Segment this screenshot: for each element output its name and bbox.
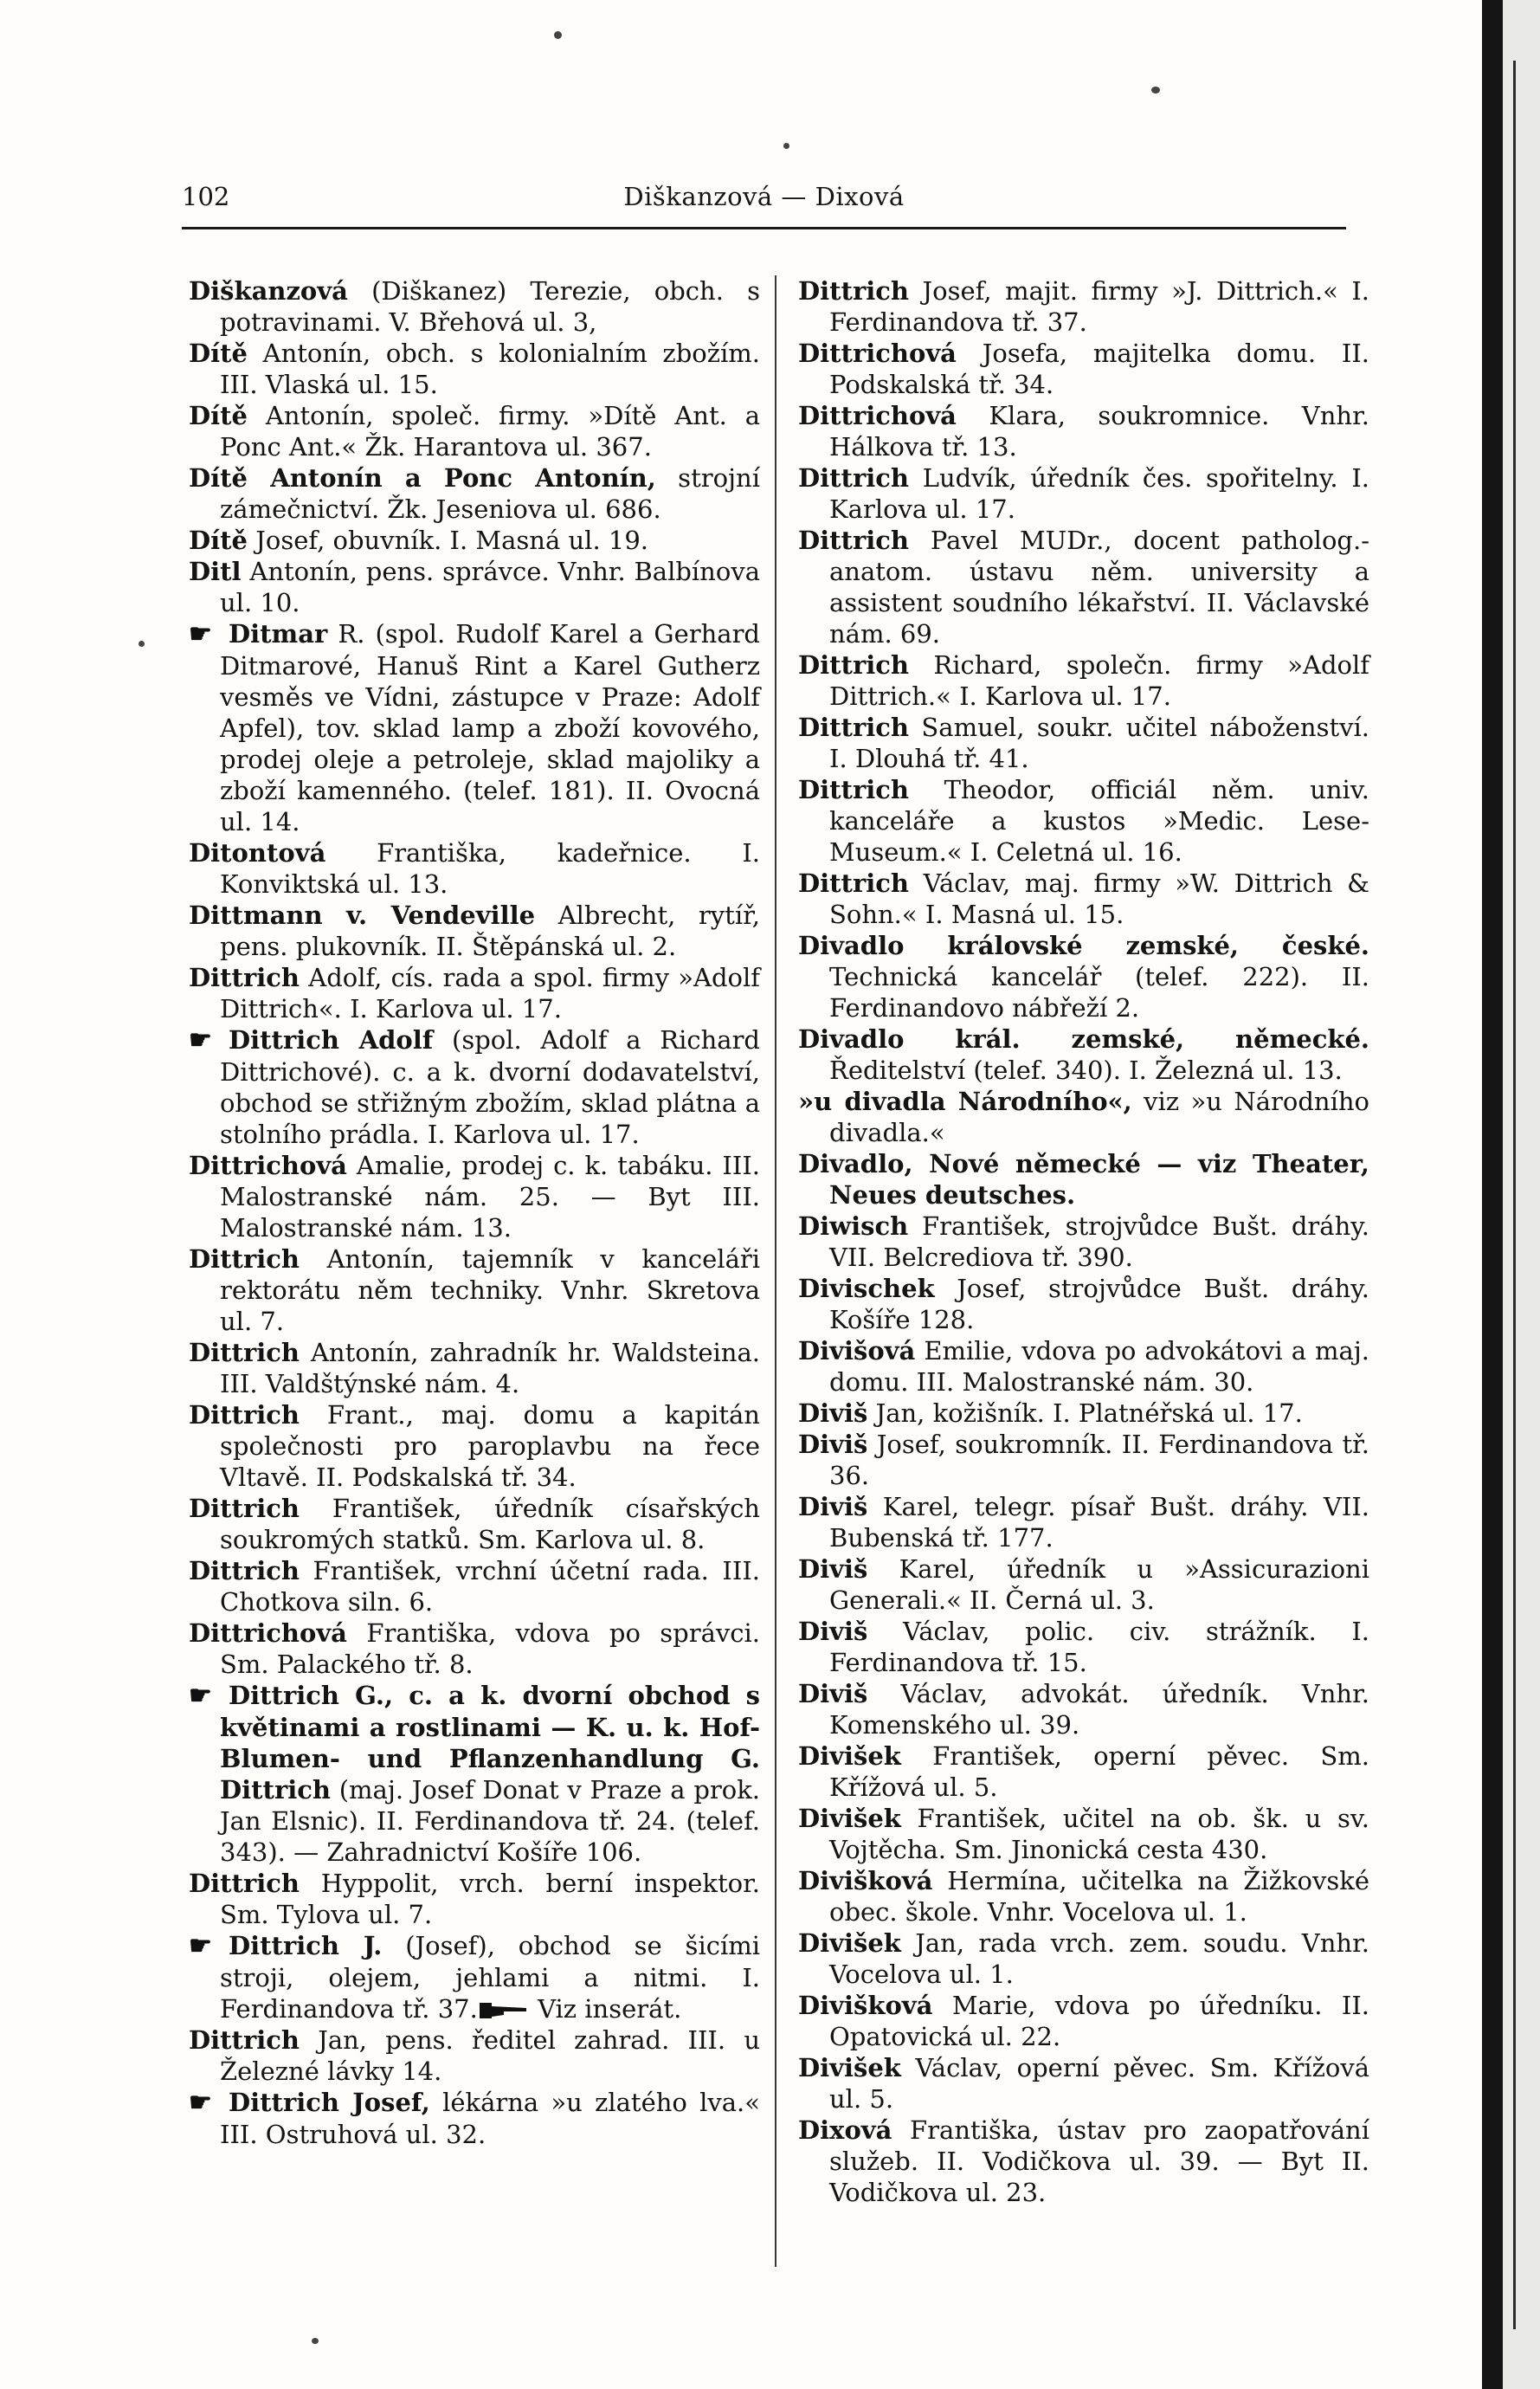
directory-entry — [189, 1617, 760, 1680]
header-rule — [182, 227, 1346, 229]
entry-name: Diwisch — [798, 1211, 909, 1241]
entry-name: Dittrich — [189, 2025, 300, 2055]
directory-entry — [798, 1491, 1369, 1553]
directory-entry — [798, 525, 1369, 649]
directory-entry — [189, 962, 760, 1024]
entry-name: Divadlo král. zemské, německé. — [798, 1024, 1369, 1054]
directory-entry — [189, 462, 760, 525]
running-title: Diškanzová — Dixová — [623, 182, 905, 211]
entry-details: Samuel, soukr. učitel náboženství. I. Dlouhá tř. 41. — [829, 713, 1369, 773]
directory-entry — [798, 1616, 1369, 1678]
entry-details: Václav, polic. civ. strážník. I. Ferdinandova tř. 15. — [829, 1617, 1369, 1677]
entry-name: Diviš — [798, 1492, 868, 1521]
entry-name: Dittrich — [189, 1400, 300, 1430]
directory-entry — [798, 1148, 1369, 1211]
entry-details: Richard, společn. firmy »Adolf Dittrich.« I. Karlova ul. 17. — [829, 650, 1369, 711]
entry-details: František, úředník císařských soukromých statků. Sm. Karlova ul. 8. — [220, 1494, 760, 1554]
entry-details: lékárna »u zlatého lva.« III. Ostruhová ul. 32. — [220, 2088, 760, 2149]
entry-name: Divišková — [798, 1866, 933, 1895]
directory-entry — [798, 2115, 1369, 2208]
entry-name: Dittrichová — [798, 401, 957, 430]
entry-details: Františka, ústav pro zaopatřování služeb. II. Vodičkova ul. 39. — Byt II. Vodičkova ul. 23. — [829, 2115, 1369, 2207]
directory-entry — [189, 837, 760, 900]
entry-name: Dittrich — [798, 713, 909, 742]
entry-name: Dittrich — [189, 1494, 300, 1523]
directory-entry — [798, 1678, 1369, 1740]
entry-details: Václav, operní pěvec. Sm. Křížová ul. 5. — [829, 2053, 1369, 2114]
print-speck — [554, 31, 562, 39]
entry-details: Klara, soukromnice. Vnhr. Hálkova tř. 13. — [829, 401, 1369, 462]
directory-entry — [798, 712, 1369, 774]
entry-name: Dittrichová — [189, 1618, 347, 1648]
entry-details: Emilie, vdova po advokátovi a maj. domu. III. Malostranské nám. 30. — [829, 1336, 1369, 1397]
entry-name: Divišek — [798, 1804, 901, 1833]
directory-entry — [798, 1398, 1369, 1429]
directory-entry — [798, 275, 1369, 338]
entry-name: Dittrich — [798, 868, 909, 898]
entry-name: Ditontová — [189, 838, 326, 868]
entry-name: Divadlo, Nové německé — viz Theater, Neues deutsches. — [798, 1149, 1369, 1210]
directory-entry — [798, 868, 1369, 930]
entry-details: Amalie, prodej c. k. tabáku. III. Malostranské nám. 25. — Byt III. Malostranské nám. 13. — [220, 1151, 760, 1243]
entry-details: Jan, kožišník. I. Platnéřská ul. 17. — [867, 1398, 1303, 1428]
entry-name: Diškanzová — [189, 276, 348, 306]
directory-entry — [798, 462, 1369, 525]
next-page-edge — [1503, 0, 1540, 2389]
entry-details: Josefa, majitelka domu. II. Podskalská tř. 34. — [829, 339, 1369, 399]
entry-details: Antonín, pens. správce. Vnhr. Balbínova ul. 10. — [220, 557, 760, 617]
entry-details: Theodor, officiál něm. univ. kanceláře a kustos »Medic. Lese-Museum.« I. Celetná ul. 16. — [829, 775, 1369, 867]
directory-entry — [798, 1865, 1369, 1927]
directory-entry — [798, 1429, 1369, 1491]
entry-details: R. (spol. Rudolf Karel a Gerhard Ditmarové, Hanuš Rint a Karel Gutherz vesměs ve Vídni, zástupce v Praze: Adolf Apfel), tov. sklad lamp a zboží kovového, prodej oleje a petroleje, sklad majoliky a zboží kamenného. (telef. 181). II. Ovocná ul. 14. — [220, 619, 760, 836]
entry-details: Josef, obuvník. I. Masná ul. 19. — [248, 526, 648, 555]
directory-entry — [189, 1399, 760, 1493]
entry-details: František, učitel na ob. šk. u sv. Vojtěcha. Sm. Jinonická cesta 430. — [829, 1804, 1369, 1864]
entry-name: Divišek — [798, 2053, 901, 2082]
print-speck — [1151, 87, 1160, 94]
directory-entry — [798, 1023, 1369, 1086]
entry-name: Dittrich — [189, 1869, 300, 1898]
entry-name: Divischek — [798, 1274, 935, 1303]
directory-entry — [189, 1337, 760, 1399]
entry-details: Hermína, učitelka na Žižkovské obec. škole. Vnhr. Vocelova ul. 1. — [829, 1866, 1369, 1927]
entry-details: Františka, kadeřnice. I. Konviktská ul. 13. — [220, 838, 760, 899]
entry-name: Dittrich — [189, 1338, 300, 1367]
entry-details: Antonín, obch. s kolonialním zbožím. III. Vlaská ul. 15. — [220, 339, 760, 399]
entry-name: Diviš — [798, 1554, 868, 1584]
entry-details: Jan, rada vrch. zem. soudu. Vnhr. Vocelova ul. 1. — [829, 1928, 1369, 1989]
pointing-finger-icon — [478, 1994, 530, 2024]
entry-name: Dittmann v. Vendeville — [189, 901, 536, 930]
entry-name: Dítě — [189, 526, 248, 555]
entry-details: Josef, majit. firmy »J. Dittrich.« I. Ferdinandova tř. 37. — [829, 276, 1369, 337]
entry-details: Františka, vdova po správci. Sm. Palackého tř. 8. — [220, 1618, 760, 1679]
entry-details: Václav, maj. firmy »W. Dittrich & Sohn.« I. Masná ul. 15. — [829, 868, 1369, 929]
entry-details: (Josef), obchod se šicími stroji, olejem, jehlami a nitmi. I. Ferdinandova tř. 37. — [220, 1931, 761, 2024]
entry-name: Dittrichová — [798, 339, 957, 368]
directory-entry — [798, 400, 1369, 462]
directory-entry — [798, 1211, 1369, 1273]
directory-entry — [189, 1150, 760, 1243]
directory-entry — [189, 1493, 760, 1555]
print-speck — [783, 143, 789, 149]
hand-pointing-icon: ☛ — [189, 2088, 212, 2118]
directory-entry — [189, 2087, 760, 2150]
entry-details: Antonín, zahradník hr. Waldsteina. III. Valdštýnské nám. 4. — [220, 1338, 760, 1398]
entry-details: Josef, strojvůdce Bušt. dráhy. Košíře 128. — [829, 1274, 1369, 1334]
entry-name: Dittrich — [798, 276, 909, 306]
hand-pointing-icon: ☛ — [189, 1931, 212, 1961]
entry-name: Diviš — [798, 1617, 868, 1646]
entry-details: Jan, pens. ředitel zahrad. III. u Železné lávky 14. — [220, 2025, 760, 2086]
directory-entry — [189, 525, 760, 556]
entry-name: Dittrich Josef, — [229, 2088, 430, 2117]
directory-entry — [798, 1927, 1369, 1990]
entry-name: Dittrich — [189, 1556, 300, 1585]
entry-details: Technická kancelář (telef. 222). II. Ferdinandovo nábřeží 2. — [829, 962, 1369, 1023]
entry-details: (spol. Adolf a Richard Dittrichové). c. a k. dvorní dodavatelství, obchod se střižným zbožím, sklad plátna a stolního prádla. I. Karlova ul. 17. — [220, 1025, 760, 1149]
print-speck — [139, 641, 145, 647]
entry-name: Dítě — [189, 401, 248, 430]
directory-entry — [798, 1273, 1369, 1335]
directory-entry — [189, 1680, 760, 1868]
entry-details: Antonín, tajemník v kanceláři rektorátu něm techniky. Vnhr. Skretova ul. 7. — [220, 1244, 760, 1336]
entry-name: Dittrichová — [189, 1151, 347, 1180]
entry-details: Karel, telegr. písař Bušt. dráhy. VII. Bubenská tř. 177. — [829, 1492, 1369, 1553]
directory-entry — [189, 338, 760, 400]
directory-entry — [798, 1990, 1369, 2052]
hand-pointing-icon: ☛ — [189, 1681, 212, 1711]
entry-name: Diviš — [798, 1679, 868, 1708]
entry-name: Ditl — [189, 557, 242, 586]
entry-details: Václav, advokát. úředník. Vnhr. Komenského ul. 39. — [829, 1679, 1369, 1740]
entry-details: Albrecht, rytíř, pens. plukovník. II. Štěpánská ul. 2. — [220, 901, 761, 961]
entry-details: Hyppolit, vrch. berní inspektor. Sm. Tylova ul. 7. — [220, 1869, 760, 1929]
entry-name: Divišek — [798, 1928, 901, 1958]
directory-entry — [189, 1930, 760, 2024]
directory-entry — [798, 930, 1369, 1023]
directory-entry — [798, 1740, 1369, 1803]
entry-name: Ditmar — [229, 619, 328, 649]
hand-pointing-icon: ☛ — [189, 1025, 212, 1056]
entry-name: Dítě Antonín a Ponc Antonín, — [189, 463, 656, 493]
page-header — [182, 182, 1346, 225]
entry-details: (maj. Josef Donat v Praze a prok. Jan Elsnic). II. Ferdinandova tř. 24. (telef. 343). — Zahradnictví Košíře 106. — [220, 1775, 760, 1867]
directory-entry — [189, 556, 760, 618]
entry-details: (Diškanez) Terezie, obch. s potravinami. V. Břehová ul. 3, — [220, 276, 760, 337]
entry-details: František, vrchní účetní rada. III. Chotkova siln. 6. — [220, 1556, 760, 1617]
entry-details: strojní zámečnictví. Žk. Jeseniova ul. 686. — [220, 463, 760, 524]
hand-pointing-icon: ☛ — [189, 619, 212, 649]
entry-name: Divišek — [798, 1741, 901, 1771]
entry-details: Ředitelství (telef. 340). I. Železná ul. 13. — [829, 1056, 1343, 1085]
entry-details: viz »u Národního divadla.« — [829, 1087, 1369, 1147]
entry-name: Dittrich — [798, 526, 909, 555]
directory-entry — [798, 338, 1369, 400]
entry-name: Dittrich — [798, 463, 909, 493]
next-page-rule — [1513, 61, 1516, 2329]
entry-reference: Viz inserát. — [529, 1994, 682, 2024]
directory-entry — [189, 2024, 760, 2087]
directory-entry — [798, 649, 1369, 712]
directory-entry — [798, 1553, 1369, 1616]
entry-name: Divišová — [798, 1336, 916, 1366]
entry-name: Dittrich Adolf — [229, 1025, 434, 1055]
entry-name: Diviš — [798, 1430, 868, 1459]
page-number: 102 — [182, 182, 230, 211]
directory-entry — [189, 1243, 760, 1337]
column-divider — [775, 275, 776, 2267]
entry-details: Ludvík, úředník čes. spořitelny. I. Karlova ul. 17. — [829, 463, 1369, 524]
directory-entry — [189, 1024, 760, 1150]
directory-entry — [189, 275, 760, 338]
directory-entry — [189, 400, 760, 462]
entry-name: Diviš — [798, 1398, 868, 1428]
entry-details: Josef, soukromník. II. Ferdinandova tř. 36. — [829, 1430, 1369, 1490]
directory-entry — [189, 618, 760, 837]
directory-entry — [798, 2052, 1369, 2115]
entry-name: Dittrich — [798, 775, 909, 804]
entry-name: Dítě — [189, 339, 248, 368]
entry-details: Adolf, cís. rada a spol. firmy »Adolf Dittrich«. I. Karlova ul. 17. — [220, 963, 760, 1023]
entry-details: Marie, vdova po úředníku. II. Opatovická ul. 22. — [829, 1991, 1369, 2051]
left-column — [189, 275, 760, 2150]
entry-name: »u divadla Národního«, — [798, 1087, 1132, 1116]
directory-entry — [189, 900, 760, 962]
entry-details: František, strojvůdce Bušt. dráhy. VII. Belcrediova tř. 390. — [829, 1211, 1369, 1272]
entry-name: Dittrich — [189, 1244, 300, 1274]
entry-name: Dittrich G., c. a k. dvorní obchod s květinami a rostlinami — K. u. k. Hof-Blumen- und Pflanzenhandlung G. Dittrich — [220, 1681, 760, 1805]
directory-entry — [798, 1086, 1369, 1148]
entry-details: Antonín, společ. firmy. »Dítě Ant. a Ponc Ant.« Žk. Harantova ul. 367. — [220, 401, 760, 462]
entry-name: Dixová — [798, 2115, 892, 2145]
print-speck — [312, 2338, 319, 2344]
entry-name: Dittrich — [798, 650, 909, 680]
entry-name: Dittrich J. — [229, 1931, 383, 1960]
entry-details: Karel, úředník u »Assicurazioni Generali.« II. Černá ul. 3. — [829, 1554, 1369, 1615]
directory-entry — [798, 1335, 1369, 1398]
entry-details: Frant., maj. domu a kapitán společnosti pro paroplavbu na řece Vltavě. II. Podskalská tř. 34. — [220, 1400, 760, 1492]
entry-details: Pavel MUDr., docent patholog.-anatom. ústavu něm. university a assistent soudního lékařství. II. Václavské nám. 69. — [829, 526, 1369, 649]
right-column — [798, 275, 1369, 2208]
entry-name: Divadlo královské zemské, české. — [798, 931, 1369, 960]
entry-name: Dittrich — [189, 963, 300, 992]
directory-entry — [189, 1868, 760, 1930]
directory-entry — [189, 1555, 760, 1617]
directory-entry — [798, 1803, 1369, 1865]
entry-details: František, operní pěvec. Sm. Křížová ul. 5. — [829, 1741, 1369, 1802]
entry-name: Divišková — [798, 1991, 933, 2020]
directory-entry — [798, 774, 1369, 868]
